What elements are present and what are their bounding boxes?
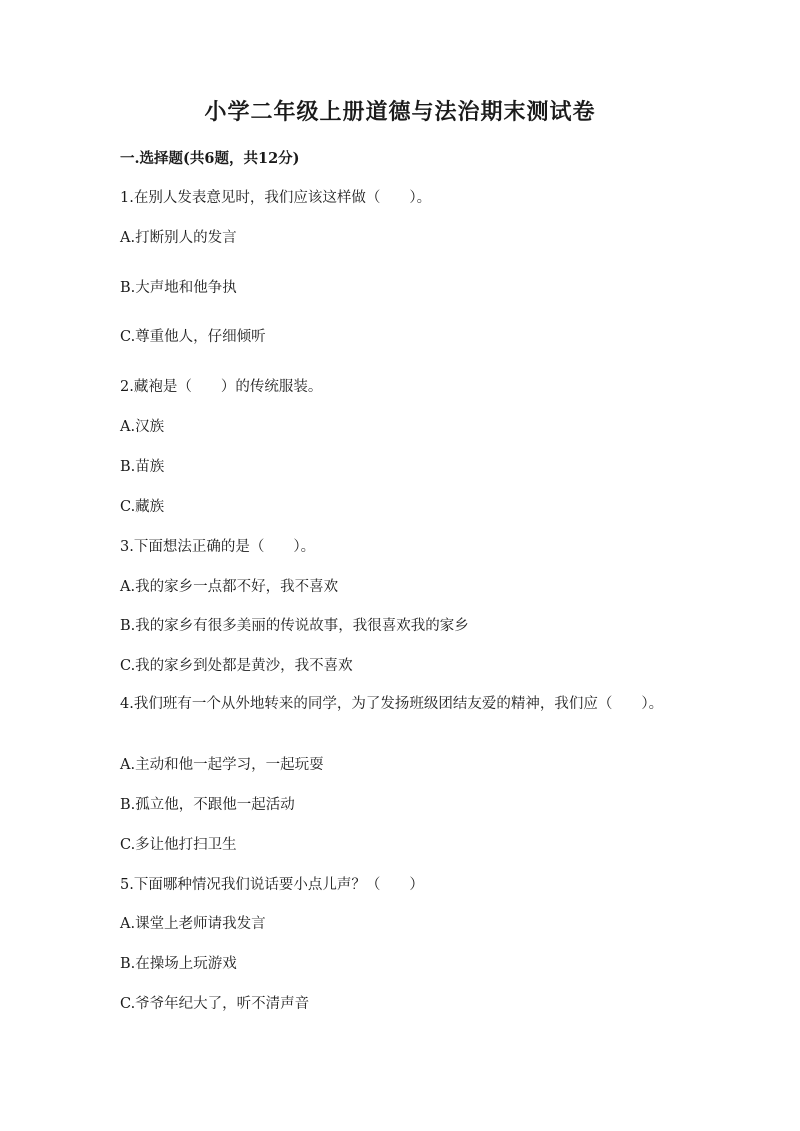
- option-text: C.藏族: [120, 499, 165, 515]
- option-text: C.爷爷年纪大了，听不清声音: [120, 996, 310, 1012]
- option-text: C.尊重他人，仔细倾听: [120, 329, 266, 345]
- option-text: C.多让他打扫卫生: [120, 837, 237, 853]
- option-text: A.主动和他一起学习，一起玩耍: [120, 757, 324, 773]
- option-text: A.打断别人的发言: [120, 230, 237, 246]
- question-stem: 2.藏袍是（ ）的传统服装。: [120, 379, 323, 395]
- section-heading: 一.选择题(共6题，共12分): [120, 150, 300, 167]
- option-text: A.课堂上老师请我发言: [120, 916, 266, 932]
- question-stem: 5.下面哪种情况我们说话要小点儿声？（ ）: [120, 877, 424, 893]
- question-stem: 3.下面想法正确的是（ ）。: [120, 539, 316, 555]
- question-stem: 4.我们班有一个从外地转来的同学，为了发扬班级团结友爱的精神，我们应（ ）。: [120, 696, 664, 712]
- option-text: B.我的家乡有很多美丽的传说故事，我很喜欢我的家乡: [120, 618, 469, 634]
- option-text: B.大声地和他争执: [120, 280, 237, 296]
- option-text: B.苗族: [120, 459, 165, 475]
- option-text: B.在操场上玩游戏: [120, 956, 237, 972]
- question-stem: 1.在别人发表意见时，我们应该这样做（ ）。: [120, 190, 432, 206]
- option-text: A.汉族: [120, 419, 165, 435]
- option-text: A.我的家乡一点都不好，我不喜欢: [120, 579, 339, 595]
- page-title: 小学二年级上册道德与法治期末测试卷: [204, 99, 596, 125]
- option-text: C.我的家乡到处都是黄沙，我不喜欢: [120, 658, 353, 674]
- option-text: B.孤立他，不跟他一起活动: [120, 797, 295, 813]
